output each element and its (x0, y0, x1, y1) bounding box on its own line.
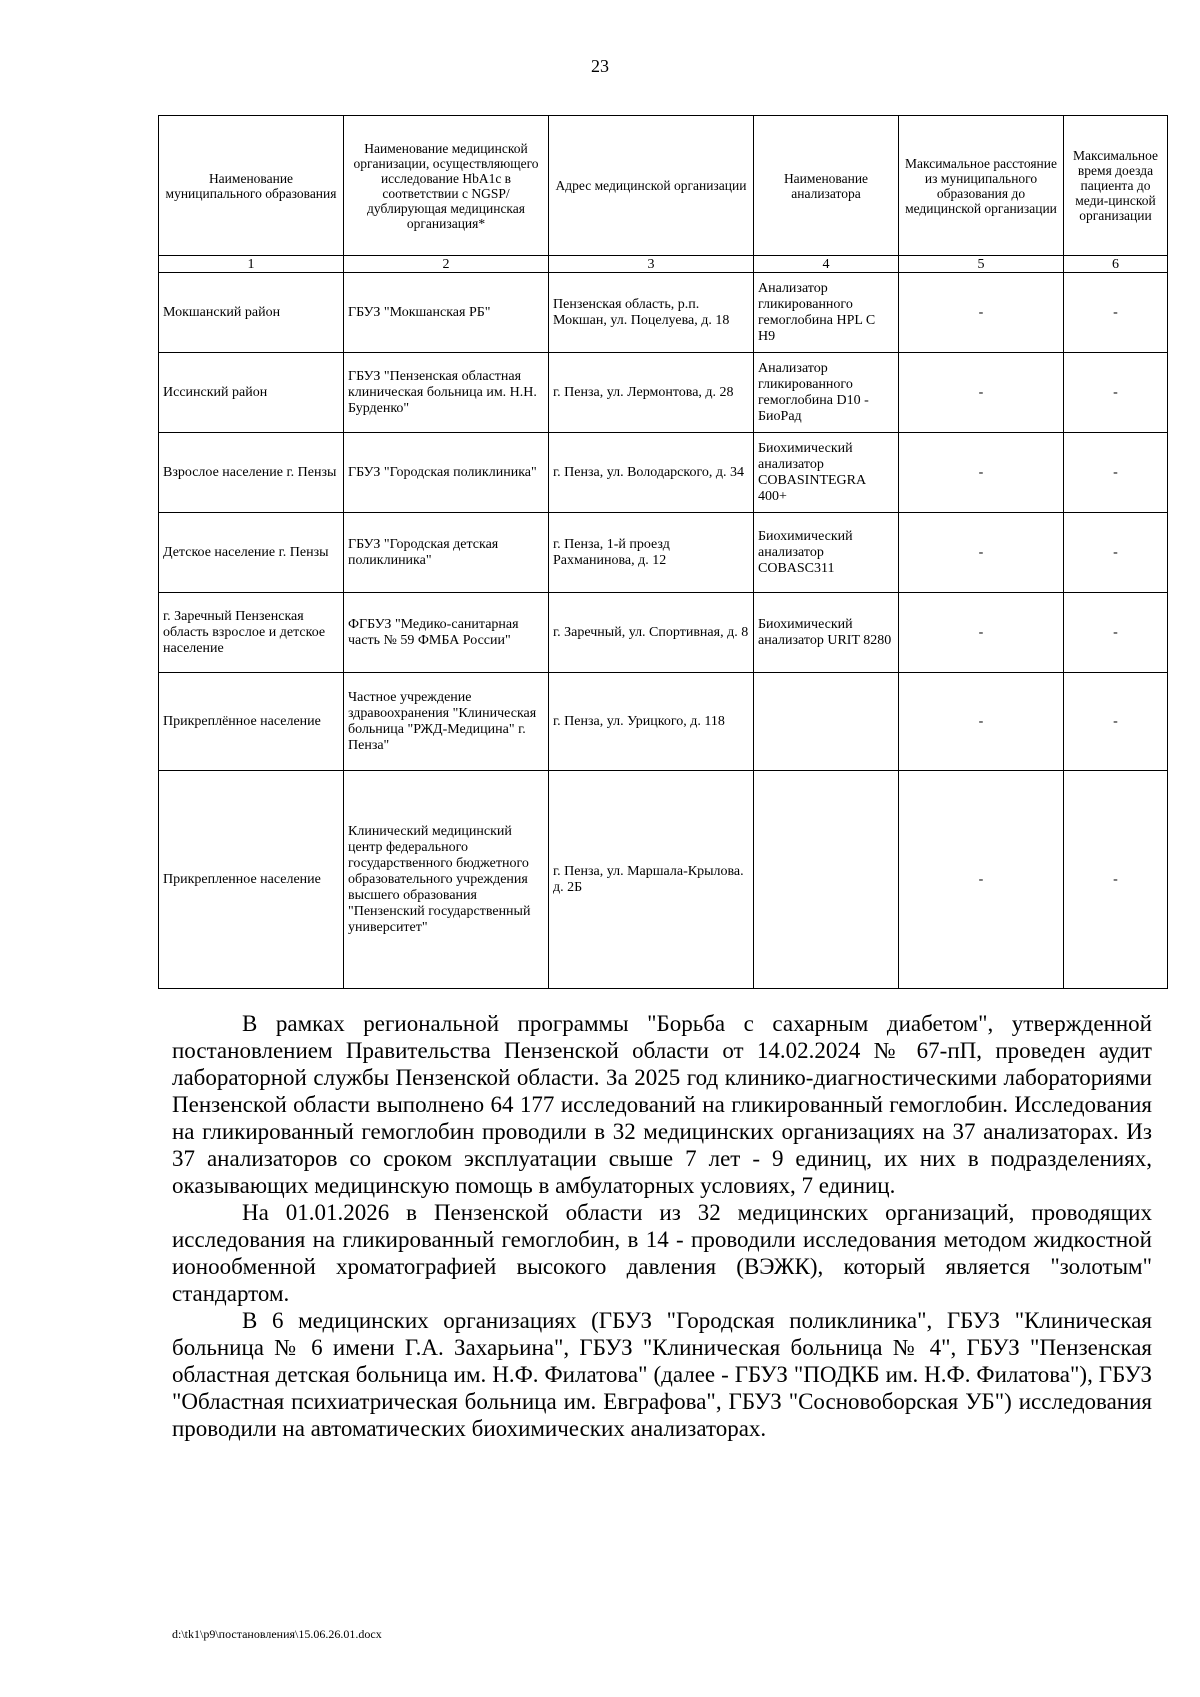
cell-distance: - (899, 771, 1064, 989)
cell-municipality: г. Заречный Пензенская область взрослое и детское население (159, 593, 344, 673)
cell-time: - (1064, 353, 1168, 433)
paragraph: В рамках региональной программы "Борьба с сахарным диабетом", утвержденной постановлением Правительства Пензенской области от 14.02.2024 № 67-пП, проведен аудит лабораторной службы Пензенской области. За 2025 год клинико-диагностическими лабораториями Пензенской области выполнено 64 177 исследований на гликированный гемоглобин. Исследования на гликированный гемоглобин проводили в 32 медицинских организациях на 37 анализаторах. Из 37 анализаторов со сроком эксплуатации свыше 7 лет - 9 единиц, их них в подразделениях, оказывающих медицинскую помощь в амбулаторных условиях, 7 единиц. (172, 1011, 1152, 1198)
cell-organization: ГБУЗ "Городская поликлиника" (344, 433, 549, 513)
cell-time: - (1064, 513, 1168, 593)
header-address: Адрес медицинской организации (549, 116, 754, 256)
paragraph: На 01.01.2026 в Пензенской области из 32 медицинских организаций, проводящих исследования на гликированный гемоглобин, в 14 - проводили исследования методом жидкостной ионообменной хроматографией высокого давления (ВЭЖК), который является "золотым" стандартом. (172, 1200, 1152, 1306)
cell-distance: - (899, 513, 1064, 593)
cell-municipality: Взрослое население г. Пензы (159, 433, 344, 513)
cell-analyzer: Анализатор гликированного гемоглобина HPL C H9 (754, 273, 899, 353)
body-text (172, 1010, 1152, 1442)
cell-distance: - (899, 273, 1064, 353)
table-row (159, 433, 1168, 513)
column-number: 5 (899, 256, 1064, 273)
cell-address: г. Пенза, ул. Володарского, д. 34 (549, 433, 754, 513)
cell-address: Пензенская область, р.п. Мокшан, ул. Поцелуева, д. 18 (549, 273, 754, 353)
column-number: 1 (159, 256, 344, 273)
cell-distance: - (899, 593, 1064, 673)
cell-time: - (1064, 771, 1168, 989)
table-row (159, 593, 1168, 673)
header-organization: Наименование медицинской организации, осуществляющего исследование HbA1c в соответствии с NGSP/дублирующая медицинская организация* (344, 116, 549, 256)
cell-analyzer: Анализатор гликированного гемоглобина D10 - БиоРад (754, 353, 899, 433)
cell-distance: - (899, 433, 1064, 513)
header-municipality: Наименование муниципального образования (159, 116, 344, 256)
cell-analyzer: Биохимический анализатор URIT 8280 (754, 593, 899, 673)
cell-organization: ФГБУЗ "Медико-санитарная часть № 59 ФМБА России" (344, 593, 549, 673)
cell-distance: - (899, 673, 1064, 771)
column-number: 6 (1064, 256, 1168, 273)
header-analyzer: Наименование анализатора (754, 116, 899, 256)
header-time: Максимальное время доезда пациента до меди-цинской организации (1064, 116, 1168, 256)
cell-address: г. Пенза, ул. Лермонтова, д. 28 (549, 353, 754, 433)
table-row (159, 273, 1168, 353)
cell-analyzer: Биохимический анализатор COBASC311 (754, 513, 899, 593)
cell-municipality: Прикрепленное население (159, 771, 344, 989)
cell-organization: ГБУЗ "Пензенская областная клиническая больница им. Н.Н. Бурденко" (344, 353, 549, 433)
cell-municipality: Мокшанский район (159, 273, 344, 353)
cell-address: г. Заречный, ул. Спортивная, д. 8 (549, 593, 754, 673)
cell-address: г. Пенза, 1-й проезд Рахманинова, д. 12 (549, 513, 754, 593)
cell-organization: Частное учреждение здравоохранения "Клиническая больница "РЖД-Медицина" г. Пенза" (344, 673, 549, 771)
cell-time: - (1064, 593, 1168, 673)
cell-distance: - (899, 353, 1064, 433)
cell-analyzer (754, 771, 899, 989)
column-number: 2 (344, 256, 549, 273)
cell-municipality: Прикреплённое население (159, 673, 344, 771)
cell-address: г. Пенза, ул. Маршала-Крылова. д. 2Б (549, 771, 754, 989)
table-row (159, 353, 1168, 433)
analyzer-table (158, 115, 1168, 989)
cell-time: - (1064, 673, 1168, 771)
cell-municipality: Иссинский район (159, 353, 344, 433)
footer-file-path: d:\tk1\p9\постановления\15.06.26.01.docx (172, 1627, 382, 1641)
table-row (159, 513, 1168, 593)
page-number: 23 (591, 56, 609, 76)
table-row (159, 673, 1168, 771)
cell-organization: ГБУЗ "Мокшанская РБ" (344, 273, 549, 353)
table-row (159, 771, 1168, 989)
column-number: 3 (549, 256, 754, 273)
column-number: 4 (754, 256, 899, 273)
header-distance: Максимальное расстояние из муниципального образования до медицинской организации (899, 116, 1064, 256)
cell-time: - (1064, 433, 1168, 513)
paragraph: В 6 медицинских организациях (ГБУЗ "Городская поликлиника", ГБУЗ "Клиническая больница № 6 имени Г.А. Захарьина", ГБУЗ "Клиническая больница № 4", ГБУЗ "Пензенская областная детская больница им. Н.Ф. Филатова" (далее - ГБУЗ "ПОДКБ им. Н.Ф. Филатова"), ГБУЗ "Областная психиатрическая больница им. Евграфова", ГБУЗ "Сосновоборская УБ") исследования проводили на автоматических биохимических анализаторах. (172, 1308, 1152, 1441)
cell-time: - (1064, 273, 1168, 353)
cell-address: г. Пенза, ул. Урицкого, д. 118 (549, 673, 754, 771)
cell-analyzer (754, 673, 899, 771)
cell-organization: ГБУЗ "Городская детская поликлиника" (344, 513, 549, 593)
cell-organization: Клинический медицинский центр федерального государственного бюджетного образовательного учреждения высшего образования "Пензенский государственный университет" (344, 771, 549, 989)
cell-municipality: Детское население г. Пензы (159, 513, 344, 593)
cell-analyzer: Биохимический анализатор COBASINTEGRA 400+ (754, 433, 899, 513)
